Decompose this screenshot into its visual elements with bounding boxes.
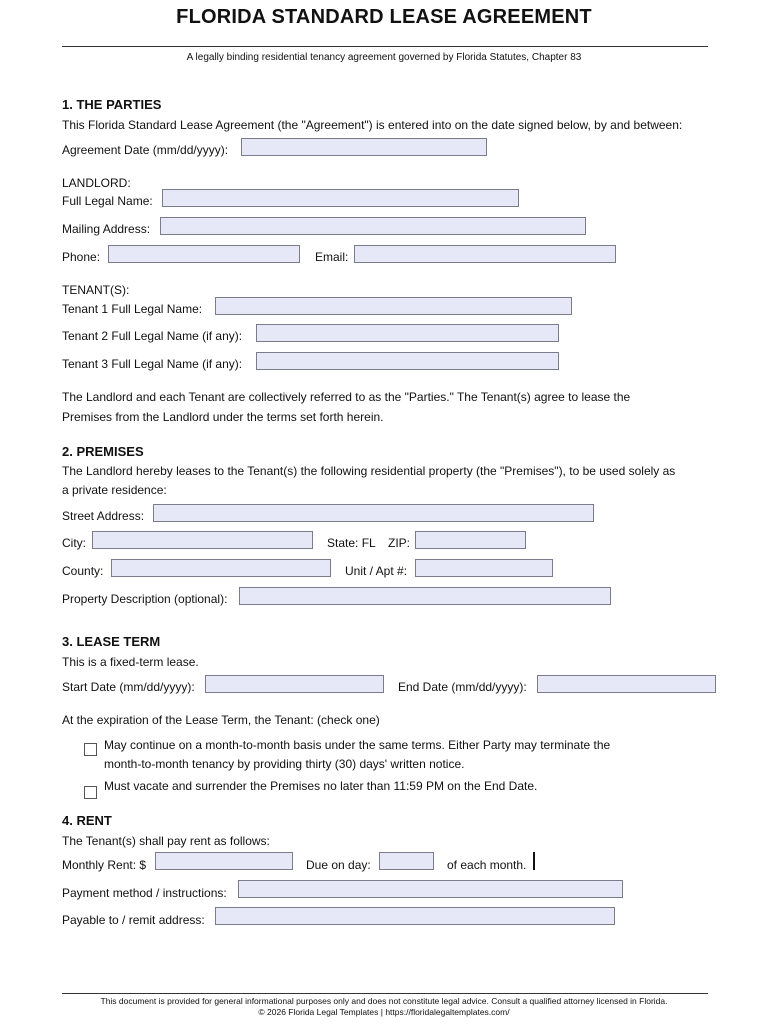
unit-label: Unit / Apt #:	[345, 564, 408, 578]
expiration-prompt: At the expiration of the Lease Term, the Tenant: (check one)	[62, 713, 380, 727]
phone-field[interactable]	[108, 245, 300, 263]
county-field[interactable]	[111, 559, 331, 577]
city-field[interactable]	[92, 531, 313, 549]
section-heading-lease-term: 3. LEASE TERM	[62, 634, 161, 649]
monthly-rent-field[interactable]	[155, 852, 293, 870]
county-label: County:	[62, 564, 104, 578]
month-to-month-option-line-1: May continue on a month-to-month basis under the same terms. Either Party may terminate the	[104, 738, 611, 752]
street-address-field[interactable]	[153, 504, 594, 522]
footer-copyright: © 2026 Florida Legal Templates | https://floridalegaltemplates.com/	[258, 1007, 510, 1017]
landlord-name-field[interactable]	[162, 189, 519, 207]
due-day-suffix: of each month.	[447, 858, 527, 872]
zip-label: ZIP:	[388, 536, 411, 550]
parties-closing-line-2: Premises from the Landlord under the terms set forth herein.	[62, 410, 384, 424]
unit-field[interactable]	[415, 559, 553, 577]
landlord-heading: LANDLORD:	[62, 176, 131, 190]
premises-intro-line-2: a private residence:	[62, 483, 167, 497]
payable-to-field[interactable]	[215, 907, 615, 925]
parties-closing-line-1: The Landlord and each Tenant are collectively referred to as the "Parties." The Tenant(s) agree to lease the	[62, 390, 631, 404]
monthly-rent-label: Monthly Rent: $	[62, 858, 147, 872]
premises-intro-line-1: The Landlord hereby leases to the Tenant(s) the following residential property (the "Premises"), to be used solely as	[62, 464, 676, 478]
payable-to-label: Payable to / remit address:	[62, 913, 205, 927]
state-label: State: FL	[327, 536, 376, 550]
month-to-month-checkbox[interactable]	[84, 743, 97, 756]
footer-disclaimer: This document is provided for general informational purposes only and does not constitute legal advice. Consult a qualified attorney licensed in Florida.	[100, 996, 668, 1006]
street-address-label: Street Address:	[62, 509, 145, 523]
due-day-field[interactable]	[379, 852, 434, 870]
document-subtitle: A legally binding residential tenancy agreement governed by Florida Statutes, Chapter 83	[186, 52, 582, 63]
end-date-label: End Date (mm/dd/yyyy):	[398, 680, 527, 694]
tenant3-name-label: Tenant 3 Full Legal Name (if any):	[62, 357, 243, 371]
document-title: FLORIDA STANDARD LEASE AGREEMENT	[176, 6, 592, 28]
tenant1-name-field[interactable]	[215, 297, 572, 315]
start-date-field[interactable]	[205, 675, 384, 693]
email-label: Email:	[315, 250, 349, 264]
lease-term-intro: This is a fixed-term lease.	[62, 655, 199, 669]
mailing-address-label: Mailing Address:	[62, 222, 151, 236]
section-heading-rent: 4. RENT	[62, 813, 112, 828]
agreement-date-label: Agreement Date (mm/dd/yyyy):	[62, 143, 229, 157]
city-label: City:	[62, 536, 86, 550]
phone-label: Phone:	[62, 250, 101, 264]
start-date-label: Start Date (mm/dd/yyyy):	[62, 680, 195, 694]
payment-method-field[interactable]	[238, 880, 623, 898]
property-description-label: Property Description (optional):	[62, 592, 228, 606]
vacate-option-text: Must vacate and surrender the Premises no later than 11:59 PM on the End Date.	[104, 779, 538, 793]
parties-intro: This Florida Standard Lease Agreement (the "Agreement") is entered into on the date signed below, by and between:	[62, 118, 683, 132]
email-field[interactable]	[354, 245, 616, 263]
vacate-checkbox[interactable]	[84, 786, 97, 799]
tenant3-name-field[interactable]	[256, 352, 559, 370]
property-description-field[interactable]	[239, 587, 611, 605]
month-to-month-option-line-2: month-to-month tenancy by providing thirty (30) days' written notice.	[104, 757, 465, 771]
text-cursor	[533, 852, 535, 870]
mailing-address-field[interactable]	[160, 217, 586, 235]
tenant2-name-label: Tenant 2 Full Legal Name (if any):	[62, 329, 243, 343]
landlord-name-label: Full Legal Name:	[62, 194, 153, 208]
agreement-date-field[interactable]	[241, 138, 487, 156]
payment-method-label: Payment method / instructions:	[62, 886, 227, 900]
section-heading-premises: 2. PREMISES	[62, 444, 144, 459]
rent-intro: The Tenant(s) shall pay rent as follows:	[62, 834, 270, 848]
tenant1-name-label: Tenant 1 Full Legal Name:	[62, 302, 203, 316]
header-divider	[62, 46, 708, 47]
tenant2-name-field[interactable]	[256, 324, 559, 342]
footer-divider	[62, 993, 708, 994]
due-day-label: Due on day:	[306, 858, 371, 872]
tenants-heading: TENANT(S):	[62, 283, 130, 297]
zip-field[interactable]	[415, 531, 526, 549]
section-heading-parties: 1. THE PARTIES	[62, 97, 162, 112]
end-date-field[interactable]	[537, 675, 716, 693]
